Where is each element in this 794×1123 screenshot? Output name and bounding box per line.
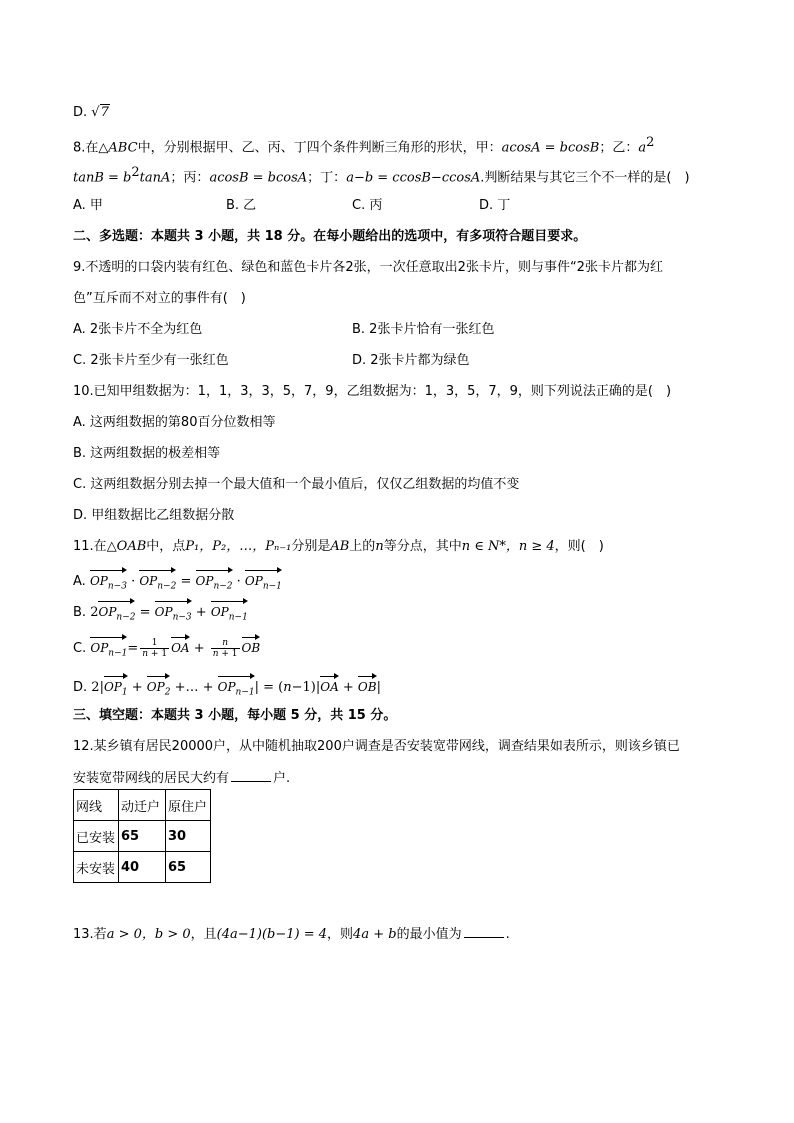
q13-text: .	[505, 927, 510, 942]
q9-stem-line1: 9.不透明的口袋内装有红色、绿色和蓝色卡片各2张，一次任意取出2张卡片，则与事件“2张卡片都为红	[73, 260, 663, 275]
table-header-row	[74, 790, 211, 821]
q8-exp: 2	[646, 135, 655, 150]
option-label: B.	[73, 605, 87, 620]
q11-option-a[interactable]: A. $OP_{n-3} \cdot OP_{n-2} = OP_{n-2} \cdot OP_{n-1}$	[73, 569, 282, 595]
vector-ob: OB	[242, 636, 261, 657]
q8-yi-a: a	[638, 140, 647, 156]
vector-op: $OP_{n-2}$	[139, 569, 176, 595]
q8-tail: .判断结果与其它三个不一样的是( )	[480, 170, 690, 186]
table-row	[74, 852, 211, 883]
q11-triangle: △OAB	[106, 539, 147, 554]
table-cell: 动迁户	[119, 790, 166, 821]
q12-stem-line2	[73, 769, 290, 788]
q9-stem-line2: 色”互斥而不对立的事件有( )	[73, 291, 246, 306]
vector-op: $OP_{n-3}$	[90, 569, 127, 595]
section-3-heading: 三、填空题：本题共 3 小题，每小题 5 分，共 15 分。	[73, 708, 397, 723]
section-2-heading: 二、多选题：本题共 3 小题，共 18 分。在每小题给出的选项中，有多项符合题目要求。	[73, 229, 587, 244]
vector-oa: OA	[320, 675, 339, 696]
q9-option-a[interactable]: A. 2张卡片不全为红色	[73, 322, 203, 337]
q13-stem	[73, 925, 510, 944]
q8-triangle: △ABC	[98, 140, 138, 156]
table-cell: 40	[119, 852, 166, 883]
q9-option-c[interactable]: C. 2张卡片至少有一张红色	[73, 353, 229, 368]
vector-op: $OP_{n-3}$	[155, 600, 192, 626]
q8-number: 8.	[73, 140, 86, 156]
q13-conditions: a > 0，b > 0	[106, 927, 191, 942]
vector-op: $OP_1$	[104, 675, 128, 701]
q11-text: 11.在	[73, 539, 107, 554]
q9-option-b[interactable]: B. 2张卡片恰有一张红色	[352, 322, 495, 337]
q8-text: ；丁：	[307, 170, 347, 186]
q12-stem-line1: 12.某乡镇有居民20000户，从中随机抽取200户调查是否安装宽带网线，调查结果如表所示，则该乡镇已	[73, 739, 680, 754]
q11-option-d[interactable]: D. $2|OP_1 + OP_2$ +… + $OP_{n-1}| = (n-1)|OA + OB|$	[73, 675, 381, 701]
q10-option-c[interactable]: C. 这两组数据分别去掉一个最大值和一个最小值后，仅仅乙组数据的均值不变	[73, 477, 520, 492]
vector-op: $OP_2$	[147, 675, 171, 701]
q11-segment: AB	[330, 539, 350, 554]
vector-op: $OP_{n-2}$	[98, 600, 135, 626]
q11-tail: ，则( )	[554, 539, 604, 554]
q10-option-a[interactable]: A. 这两组数据的第80百分位数相等	[73, 415, 276, 430]
q10-stem: 10.已知甲组数据为：1，1，3，3，5，7，9，乙组数据为：1，3，5，7，9，则下列说法正确的是( )	[73, 384, 672, 399]
fraction: $\frac{n}{n + 1}$	[212, 638, 238, 659]
q8-cond-ding: a−b = ccosB−ccosA	[346, 170, 481, 186]
q13-expression: 4a + b	[353, 927, 397, 942]
q8-yi-eq2: tanA	[139, 170, 171, 186]
q11-stem	[73, 538, 604, 556]
q8-cond-bing: acosB = bcosA	[209, 170, 308, 186]
table-cell: 未安装	[74, 852, 119, 883]
vector-oa: OA	[171, 636, 190, 657]
q8-exp: 2	[131, 165, 140, 180]
q11-text: 分别是	[291, 539, 331, 554]
q8-option-d[interactable]: D. 丁	[479, 198, 511, 213]
option-label: D.	[73, 680, 88, 695]
q11-text: 上的	[349, 539, 376, 554]
q13-text: 的最小值为	[396, 927, 462, 942]
q8-stem-line2	[73, 164, 690, 187]
q8-option-a[interactable]: A. 甲	[73, 198, 103, 213]
q8-text: ；丙：	[170, 170, 210, 186]
vector-op: $OP_{n-2}$	[196, 569, 233, 595]
q10-option-b[interactable]: B. 这两组数据的极差相等	[73, 446, 221, 461]
table-cell: 网线	[74, 790, 119, 821]
q12-text: 安装宽带网线的居民大约有	[73, 771, 230, 786]
table-cell: 原住户	[166, 790, 211, 821]
q11-option-c[interactable]: C. $OP_{n-1}=$ $\frac{1}{n + 1}$ OA + $\frac{n}{n + 1}$ OB	[73, 636, 260, 662]
q12-table	[73, 789, 211, 883]
vector-op: $OP_{n-1}$	[90, 636, 127, 662]
table-cell: 65	[166, 852, 211, 883]
vector-ob: OB	[358, 675, 377, 696]
q8-yi-eq: tanB = b	[73, 170, 132, 186]
vector-op: $OP_{n-1}$	[218, 675, 255, 701]
q8-cond-jia: acosA = bcosB	[501, 140, 600, 156]
sqrt-seven: √7	[91, 105, 109, 120]
q7-option-d	[73, 104, 110, 122]
q12-text: 户.	[273, 771, 291, 786]
fraction: $\frac{1}{n + 1}$	[142, 638, 168, 659]
q9-option-d[interactable]: D. 2张卡片都为绿色	[352, 353, 470, 368]
q8-text: 中，分别根据甲、乙、丙、丁四个条件判断三角形的形状，甲：	[137, 140, 502, 156]
q8-stem-line1	[73, 134, 654, 157]
q11-text: 中，点	[146, 539, 186, 554]
answer-blank[interactable]	[231, 769, 271, 782]
answer-blank[interactable]	[464, 925, 504, 938]
q10-option-d[interactable]: D. 甲组数据比乙组数据分散	[73, 508, 235, 523]
option-label: C.	[73, 641, 87, 656]
radicand: 7	[100, 105, 109, 120]
vector-op: $OP_{n-1}$	[245, 569, 282, 595]
option-label: A.	[73, 574, 86, 589]
q13-text: ，且	[190, 927, 217, 942]
q7-option-d-label: D.	[73, 105, 88, 120]
q11-n: n	[375, 539, 384, 554]
q11-option-b[interactable]: B. $2OP_{n-2} = OP_{n-3} + OP_{n-1}$	[73, 600, 248, 626]
q13-text: 13.若	[73, 927, 107, 942]
q8-text: ；乙：	[599, 140, 639, 156]
q8-option-c[interactable]: C. 丙	[352, 198, 383, 213]
q11-condition: n ∈ N*，n ≥ 4	[461, 539, 555, 554]
vector-op: $OP_{n-1}$	[211, 600, 248, 626]
q8-text: 在	[85, 140, 99, 156]
q13-text: ，则	[327, 927, 354, 942]
table-cell: 已安装	[74, 821, 119, 852]
table-cell: 65	[119, 821, 166, 852]
q13-equation: (4a−1)(b−1) = 4	[216, 927, 328, 942]
table-row	[74, 821, 211, 852]
q11-text: 等分点，其中	[383, 539, 462, 554]
q8-option-b[interactable]: B. 乙	[226, 198, 257, 213]
q11-points: P₁，P₂，…，Pₙ₋₁	[185, 539, 292, 554]
table-cell: 30	[166, 821, 211, 852]
